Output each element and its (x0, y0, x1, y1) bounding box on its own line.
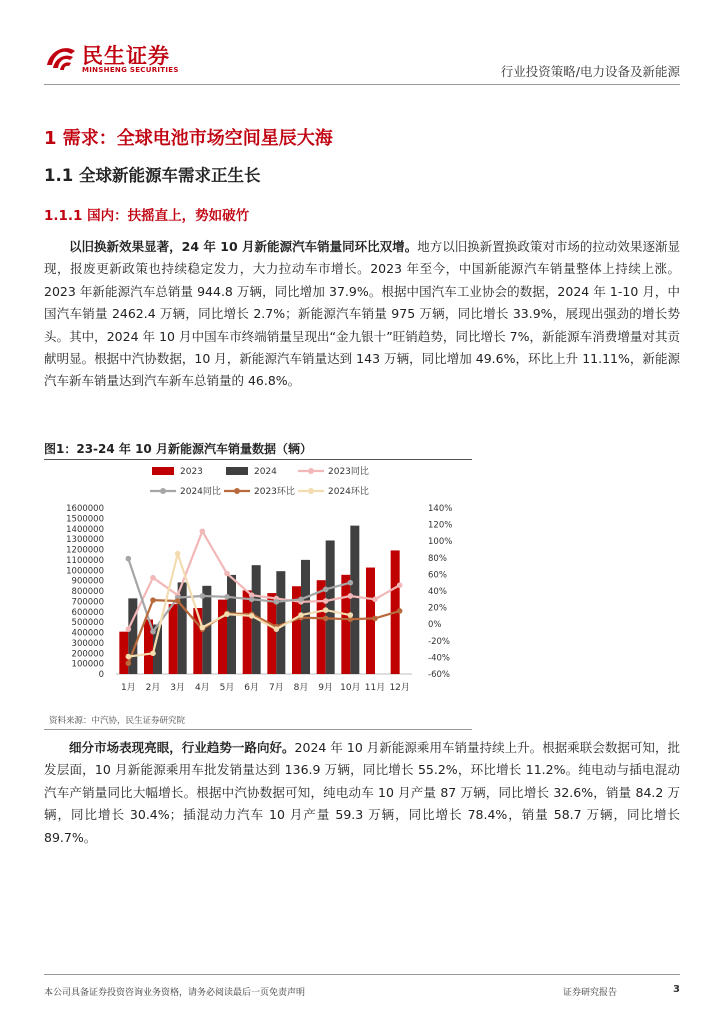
brand-name-en: MINSHENG SECURITIES (82, 66, 179, 74)
point-2024环比 (348, 612, 354, 618)
point-2024同比 (274, 599, 280, 605)
right-axis-tick-label: 120% (428, 520, 453, 531)
left-axis-tick-label: 700000 (71, 597, 104, 608)
right-axis-tick-label: -20% (428, 636, 450, 647)
report-category: 行业投资策略/电力设备及新能源 (500, 64, 680, 79)
point-2024环比 (274, 626, 280, 632)
bar-2023 (267, 593, 276, 674)
right-axis-tick-label: 40% (428, 587, 447, 597)
point-2023环比 (126, 660, 132, 666)
point-2024同比 (150, 629, 156, 635)
paragraph-segment-performance (44, 737, 680, 849)
paragraph-domestic-sales (44, 236, 680, 393)
legend-label: 2023同比 (328, 467, 369, 477)
point-2024同比 (224, 594, 230, 600)
point-2023环比 (150, 597, 156, 603)
left-axis-tick-label: 500000 (71, 618, 104, 629)
point-2023同比 (348, 593, 354, 599)
right-axis-tick-label: 100% (428, 537, 453, 548)
point-2024环比 (200, 625, 206, 631)
point-2024环比 (126, 654, 132, 660)
legend-label: 2024同比 (180, 487, 221, 497)
left-axis-tick-label: 1200000 (66, 545, 104, 556)
legend-swatch-marker (308, 488, 314, 494)
point-2024同比 (126, 556, 132, 562)
page-number: 3 (673, 984, 680, 995)
left-axis-tick-label: 1000000 (66, 566, 104, 577)
right-axis-tick-label: 0% (428, 620, 442, 631)
point-2024同比 (323, 587, 329, 593)
legend-swatch-marker (234, 488, 240, 494)
bar-2023 (243, 590, 252, 674)
point-2023环比 (175, 598, 181, 604)
paragraph-lead: 细分市场表现亮眼，行业趋势一路向好。 (69, 740, 295, 755)
right-axis-tick-label: 20% (428, 603, 447, 614)
bar-2023 (317, 580, 326, 674)
brand-name-cn: 民生证券 (82, 44, 170, 68)
left-axis-tick-label: 1100000 (66, 555, 104, 566)
point-2024同比 (298, 597, 304, 603)
x-axis-tick-label: 2月 (145, 683, 161, 693)
legend-swatch (152, 467, 174, 475)
left-axis-tick-label: 600000 (71, 607, 104, 618)
bar-2024 (350, 526, 359, 674)
section-heading-1: 1 需求：全球电池市场空间星辰大海 (44, 128, 333, 149)
x-axis-tick-label: 1月 (120, 683, 136, 693)
point-2023同比 (397, 582, 403, 588)
x-axis-tick-label: 3月 (170, 683, 186, 693)
bar-2023 (193, 608, 202, 674)
point-2024环比 (150, 650, 156, 656)
legend-label: 2024环比 (328, 487, 369, 497)
legend-swatch-marker (308, 468, 314, 474)
bar-2023 (119, 632, 128, 674)
point-2023同比 (200, 528, 206, 534)
section-heading-2: 1.1 全球新能源车需求正生长 (44, 166, 261, 185)
x-axis-tick-label: 8月 (293, 683, 309, 693)
legend-swatch (226, 467, 248, 475)
legend-swatch-marker (160, 488, 166, 494)
point-2024环比 (224, 611, 230, 617)
x-axis-tick-label: 5月 (219, 683, 235, 693)
left-axis-tick-label: 400000 (71, 628, 104, 639)
nev-sales-chart (44, 462, 474, 706)
left-axis-tick-label: 1600000 (66, 504, 104, 514)
left-axis-tick-label: 1300000 (66, 535, 104, 546)
point-2024环比 (298, 612, 304, 618)
paragraph-body: 地方以旧换新置换政策对市场的拉动效果逐渐显现，报废更新政策也持续稳定发力，大力拉动车市增长。2023 年至今，中国新能源汽车销量整体上持续上涨。2023 年新能源汽车总销量 944.8 万辆，同比增加 37.9%。根据中国汽车工业协会的数据，2024 年 1-10 月，中国汽车销量 2462.4 万辆，同比增长 2.7%；新能源汽车销量 975 万辆，同比增长 33.9%，展现出强劲的增长势头。其中，2024 年 10 月中国车市终端销量呈现出“金九银十”旺销趋势，同比增长 7%，新能源车消费增量对其贡献明显。根据中汽协数据，10 月，新能源汽车销量达到 143 万辆，同比增加 49.6%，环比上升 11.11%，新能源汽车新车销量达到汽车新车总销量的 46.8%。 (44, 239, 680, 389)
point-2024环比 (323, 607, 329, 613)
figure-bottom-rule (44, 729, 472, 730)
x-axis-tick-label: 4月 (194, 683, 210, 693)
minsheng-logo-icon (44, 41, 78, 75)
paragraph-body: 2024 年 10 月新能源乘用车销量持续上升。根据乘联会数据可知，批发层面，10 月新能源乘用车批发销量达到 136.9 万辆，同比增长 55.2%，环比增长 11.2%。纯电动与插电混动汽车产销量同比大幅增长。根据中汽协数据可知，纯电动车 10 月产量 87 万辆，同比增长 32.6%，销量 84.2 万辆，同比增长 30.4%；插混动力汽车 10 月产量 59.3 万辆，同比增长 78.4%，销量 58.7 万辆，同比增长 89.7%。 (44, 740, 680, 845)
right-axis-tick-label: -40% (428, 653, 450, 664)
footer-divider (44, 974, 680, 975)
x-axis-tick-label: 10月 (340, 683, 361, 693)
right-axis-tick-label: -60% (428, 670, 450, 680)
figure-title: 图1：23-24 年 10 月新能源汽车销量数据（辆） (44, 442, 312, 456)
point-2023同比 (372, 597, 378, 603)
left-axis-tick-label: 1400000 (66, 524, 104, 535)
x-axis-tick-label: 11月 (364, 683, 386, 693)
point-2024同比 (348, 580, 354, 586)
point-2023同比 (126, 626, 132, 632)
point-2023同比 (150, 575, 156, 581)
right-axis-tick-label: 60% (428, 570, 447, 581)
left-axis-tick-label: 200000 (71, 649, 104, 660)
section-heading-3: 1.1.1 国内：扶摇直上，势如破竹 (44, 208, 250, 224)
footer-disclaimer: 本公司具备证券投资咨询业务资格，请务必阅读最后一页免责声明 (44, 988, 306, 998)
point-2024环比 (175, 551, 181, 557)
header-divider (44, 84, 680, 85)
bar-2024 (326, 540, 335, 674)
right-axis-tick-label: 80% (428, 553, 447, 564)
x-axis-tick-label: 6月 (244, 683, 260, 693)
point-2023环比 (397, 608, 403, 614)
footer-doc-type: 证券研究报告 (563, 988, 618, 998)
left-axis-tick-label: 900000 (71, 576, 104, 587)
point-2023环比 (372, 616, 378, 622)
point-2024同比 (200, 593, 206, 599)
point-2023同比 (323, 598, 329, 604)
x-axis-tick-label: 7月 (268, 683, 284, 693)
point-2024环比 (249, 613, 255, 619)
bar-2024 (227, 575, 236, 674)
legend-label: 2024 (254, 467, 277, 477)
point-2024同比 (249, 597, 255, 603)
x-axis-tick-label: 12月 (389, 683, 410, 693)
left-axis-tick-label: 1500000 (66, 514, 104, 525)
figure-top-rule (44, 459, 472, 460)
legend-label: 2023 (180, 467, 203, 477)
paragraph-lead: 以旧换新效果显著，24 年 10 月新能源汽车销量同环比双增。 (69, 239, 418, 254)
legend-label: 2023环比 (254, 487, 295, 497)
bar-2023 (218, 600, 227, 674)
bar-2023 (341, 575, 350, 674)
left-axis-tick-label: 300000 (71, 638, 104, 649)
x-axis-tick-label: 9月 (318, 683, 334, 693)
point-2023同比 (224, 571, 230, 577)
right-axis-tick-label: 140% (428, 504, 453, 514)
figure-source: 资料来源：中汽协，民生证券研究院 (49, 716, 186, 726)
left-axis-tick-label: 800000 (71, 587, 104, 597)
bar-2023 (169, 604, 178, 674)
left-axis-tick-label: 0 (98, 670, 104, 680)
left-axis-tick-label: 100000 (71, 659, 104, 670)
point-2023环比 (323, 616, 329, 622)
bar-2024 (276, 571, 285, 674)
